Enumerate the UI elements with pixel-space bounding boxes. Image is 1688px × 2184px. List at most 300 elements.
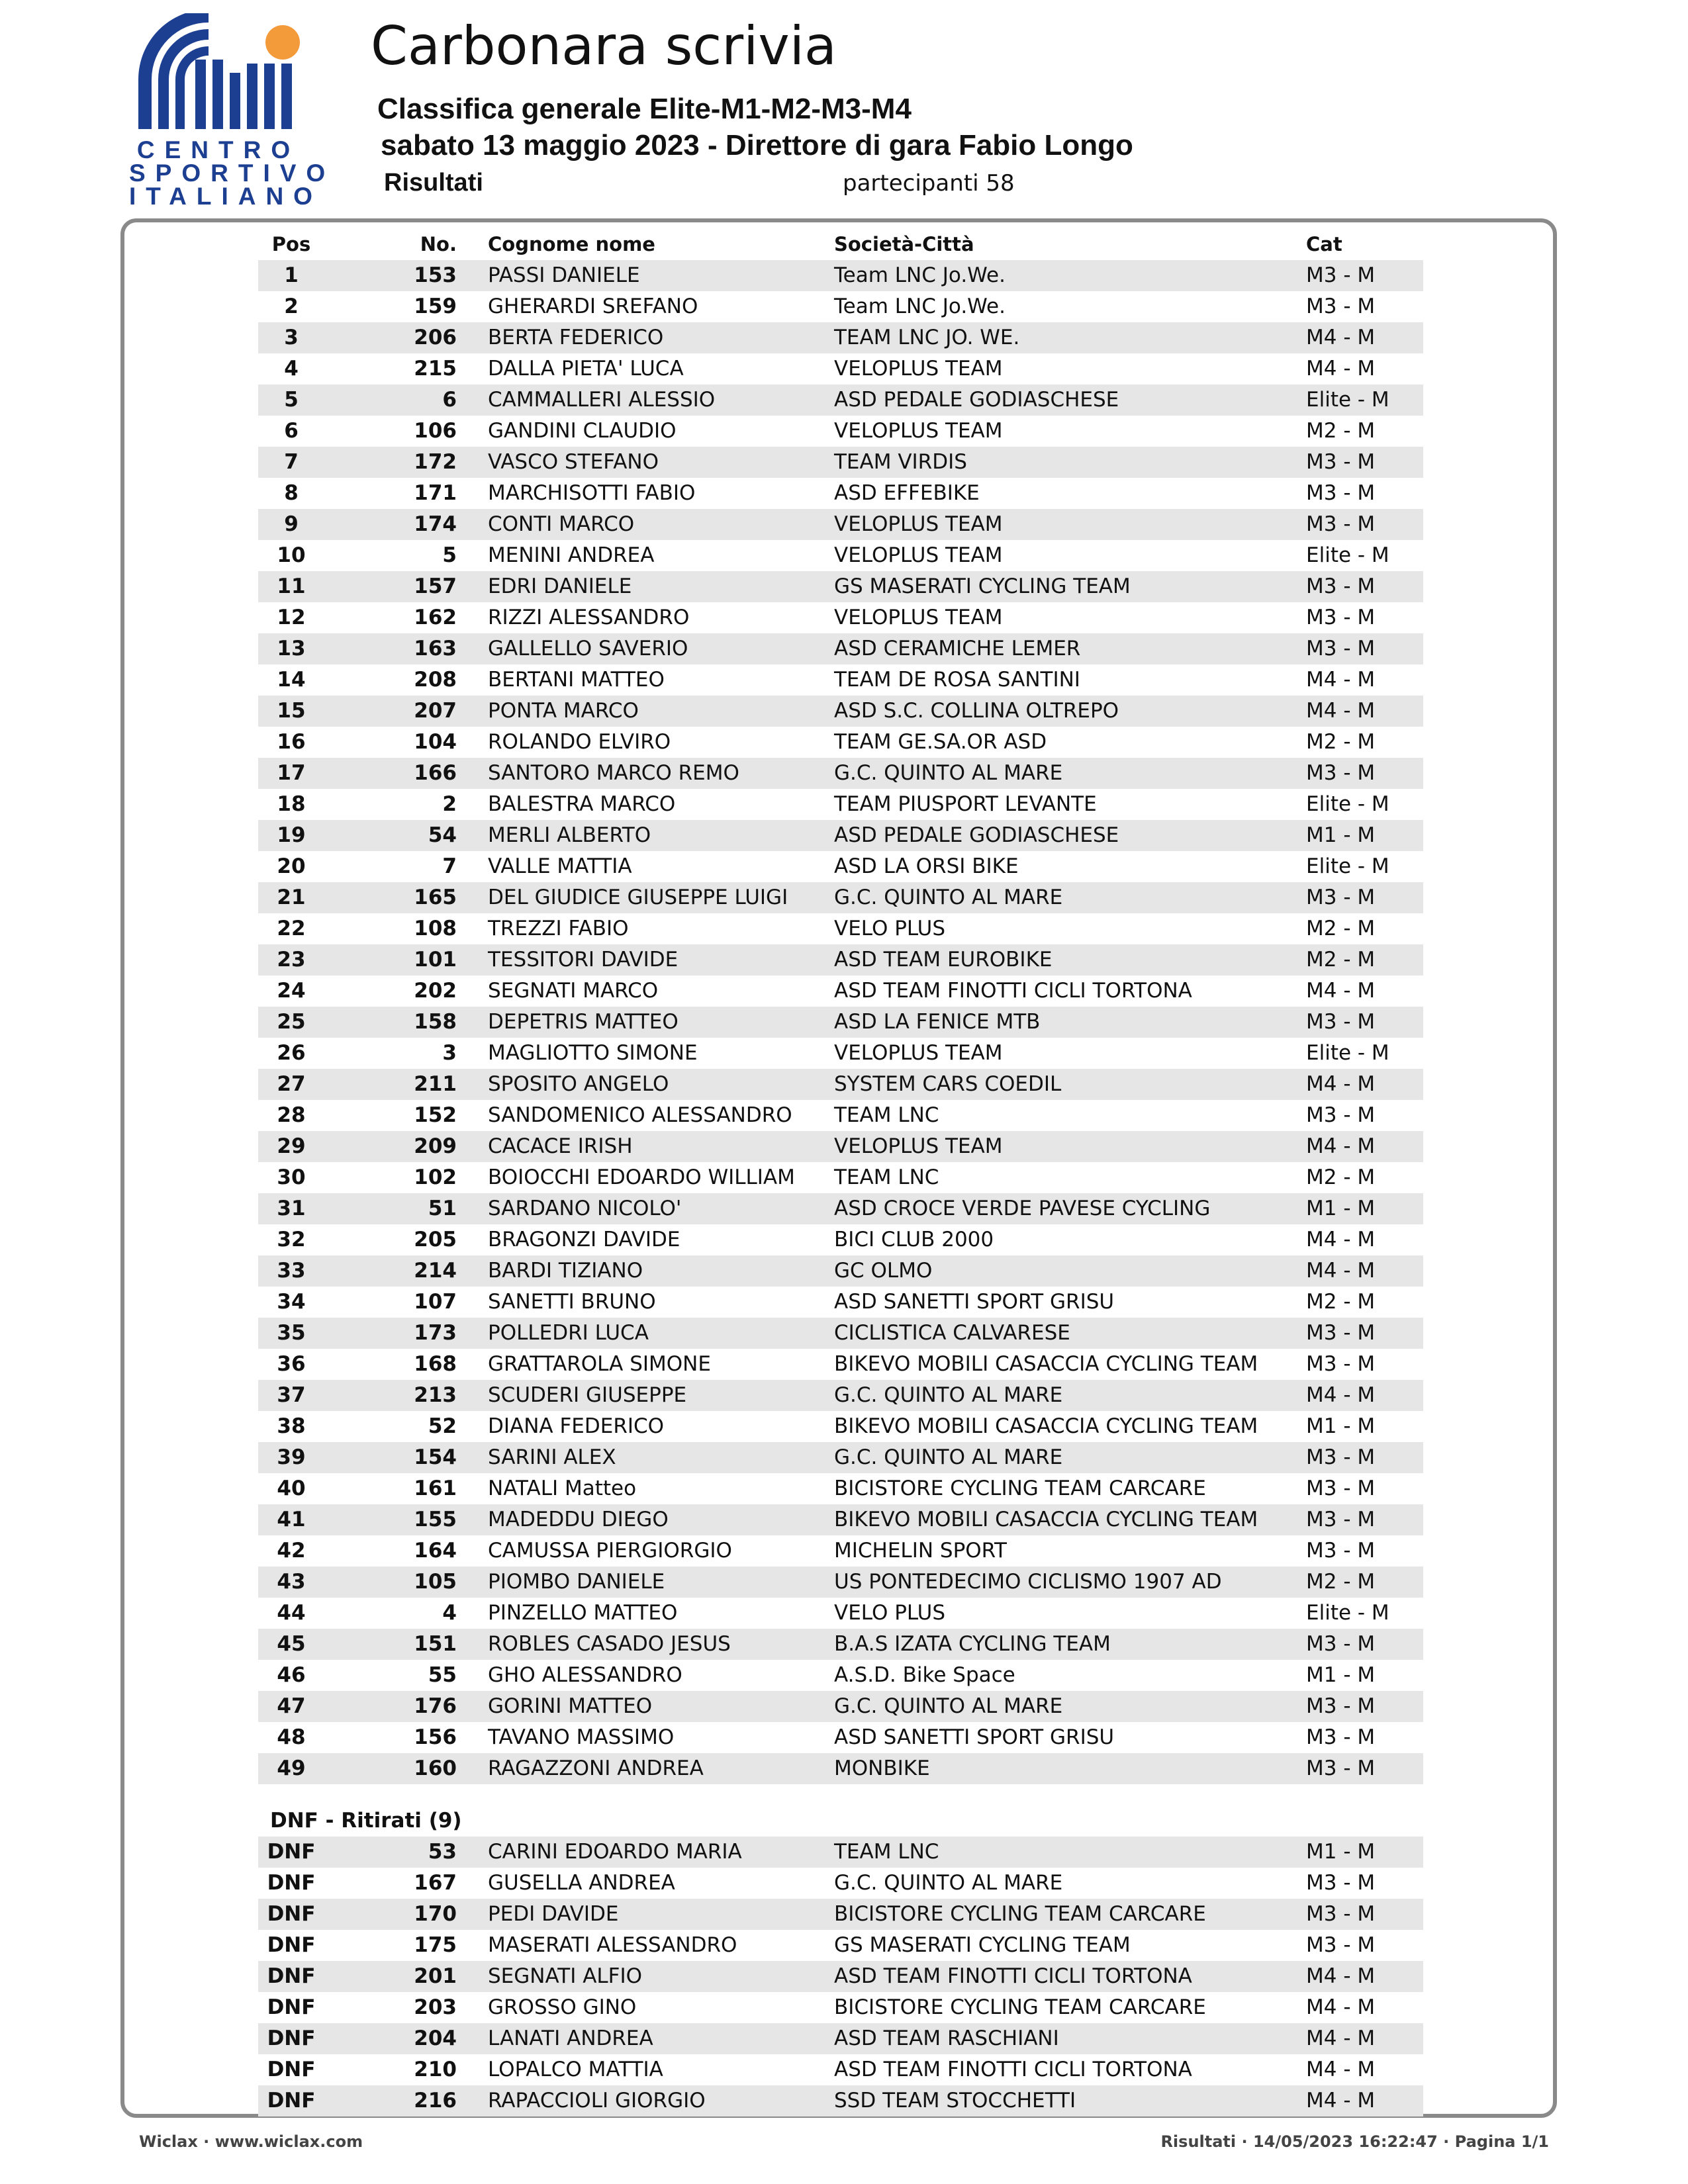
cell-no: 175 (414, 1933, 457, 1957)
cell-cat: M2 - M (1306, 1165, 1376, 1189)
cell-team: BICISTORE CYCLING TEAM CARCARE (834, 1477, 1206, 1500)
cell-cat: M4 - M (1306, 1964, 1376, 1988)
cell-cat: M3 - M (1306, 1539, 1376, 1563)
cell-team: Team LNC Jo.We. (834, 263, 1006, 287)
cell-name: TREZZI FABIO (488, 917, 629, 940)
cell-no: 101 (414, 948, 457, 972)
cell-no: 174 (414, 512, 457, 536)
cell-no: 170 (414, 1902, 457, 1926)
cell-cat: M4 - M (1306, 2058, 1376, 2081)
cell-name: BARDI TIZIANO (488, 1259, 643, 1283)
cell-no: 3 (442, 1041, 457, 1065)
cell-pos: 15 (277, 699, 306, 723)
cell-name: RAGAZZONI ANDREA (488, 1756, 704, 1780)
participants-count: partecipanti 58 (843, 170, 1015, 197)
cell-team: A.S.D. Bike Space (834, 1663, 1015, 1687)
cell-pos: DNF (267, 2026, 316, 2050)
cell-team: GS MASERATI CYCLING TEAM (834, 574, 1131, 598)
cell-pos: 1 (284, 263, 299, 287)
cell-team: ASD EFFEBIKE (834, 481, 980, 505)
cell-team: TEAM GE.SA.OR ASD (834, 730, 1047, 754)
cell-team: G.C. QUINTO AL MARE (834, 761, 1063, 785)
cell-cat: M3 - M (1306, 1477, 1376, 1500)
cell-team: G.C. QUINTO AL MARE (834, 1445, 1063, 1469)
header-team: Società-Città (834, 233, 974, 255)
table-row (258, 571, 1423, 602)
cell-no: 155 (414, 1508, 457, 1531)
cell-team: ASD CERAMICHE LEMER (834, 637, 1081, 660)
cell-name: SEGNATI MARCO (488, 979, 659, 1003)
cell-cat: M4 - M (1306, 2026, 1376, 2050)
cell-team: MICHELIN SPORT (834, 1539, 1007, 1563)
cell-no: 160 (414, 1756, 457, 1780)
table-row (258, 385, 1423, 416)
cell-cat: M3 - M (1306, 637, 1376, 660)
cell-pos: 16 (277, 730, 306, 754)
cell-cat: M2 - M (1306, 948, 1376, 972)
cell-name: LOPALCO MATTIA (488, 2058, 663, 2081)
table-row (258, 1162, 1423, 1193)
cell-cat: M3 - M (1306, 1508, 1376, 1531)
cell-cat: M3 - M (1306, 574, 1376, 598)
dnf-row (258, 2023, 1423, 2054)
table-row (258, 1442, 1423, 1473)
cell-cat: M4 - M (1306, 1995, 1376, 2019)
table-row (258, 1100, 1423, 1131)
table-row (258, 1224, 1423, 1255)
cell-name: GUSELLA ANDREA (488, 1871, 675, 1895)
dnf-row (258, 1899, 1423, 1930)
table-row (258, 1069, 1423, 1100)
cell-name: BALESTRA MARCO (488, 792, 676, 816)
cell-pos: 36 (277, 1352, 306, 1376)
cell-name: BERTANI MATTEO (488, 668, 665, 692)
cell-team: VELOPLUS TEAM (834, 512, 1003, 536)
cell-pos: 20 (277, 854, 306, 878)
cell-cat: M3 - M (1306, 761, 1376, 785)
cell-cat: M1 - M (1306, 1414, 1376, 1438)
table-row (258, 944, 1423, 976)
cell-name: SARINI ALEX (488, 1445, 616, 1469)
cell-name: VASCO STEFANO (488, 450, 659, 474)
cell-team: GC OLMO (834, 1259, 933, 1283)
header-cat: Cat (1306, 233, 1342, 255)
cell-team: BICISTORE CYCLING TEAM CARCARE (834, 1902, 1206, 1926)
cell-team: GS MASERATI CYCLING TEAM (834, 1933, 1131, 1957)
cell-no: 202 (414, 979, 457, 1003)
dnf-row (258, 1992, 1423, 2023)
cell-pos: DNF (267, 2089, 316, 2113)
dnf-row (258, 2054, 1423, 2085)
table-row (258, 1349, 1423, 1380)
cell-pos: 45 (277, 1632, 306, 1656)
cell-team: ASD S.C. COLLINA OLTREPO (834, 699, 1119, 723)
cell-team: ASD SANETTI SPORT GRISU (834, 1290, 1115, 1314)
cell-pos: 27 (277, 1072, 306, 1096)
cell-no: 5 (442, 543, 457, 567)
cell-pos: 37 (277, 1383, 306, 1407)
cell-team: G.C. QUINTO AL MARE (834, 1383, 1063, 1407)
cell-team: VELOPLUS TEAM (834, 1134, 1003, 1158)
cell-team: BIKEVO MOBILI CASACCIA CYCLING TEAM (834, 1352, 1258, 1376)
cell-pos: DNF (267, 1964, 316, 1988)
header-name: Cognome nome (488, 233, 655, 255)
cell-name: GANDINI CLAUDIO (488, 419, 677, 443)
table-row (258, 1287, 1423, 1318)
cell-no: 161 (414, 1477, 457, 1500)
cell-name: GORINI MATTEO (488, 1694, 653, 1718)
cell-no: 104 (414, 730, 457, 754)
cell-no: 208 (414, 668, 457, 692)
cell-cat: Elite - M (1306, 1601, 1389, 1625)
cell-name: MASERATI ALESSANDRO (488, 1933, 737, 1957)
cell-pos: DNF (267, 2058, 316, 2081)
cell-cat: M3 - M (1306, 1725, 1376, 1749)
cell-cat: M3 - M (1306, 1632, 1376, 1656)
cell-name: GALLELLO SAVERIO (488, 637, 688, 660)
table-row (258, 1722, 1423, 1753)
cell-pos: DNF (267, 1995, 316, 2019)
table-row (258, 1411, 1423, 1442)
cell-cat: M2 - M (1306, 1290, 1376, 1314)
page-subtitle: Classifica generale Elite-M1-M2-M3-M4 (377, 93, 912, 125)
cell-no: 201 (414, 1964, 457, 1988)
table-row (258, 976, 1423, 1007)
cell-pos: 13 (277, 637, 306, 660)
cell-pos: 49 (277, 1756, 306, 1780)
cell-no: 7 (442, 854, 457, 878)
cell-cat: M2 - M (1306, 917, 1376, 940)
cell-pos: 10 (277, 543, 306, 567)
cell-name: CONTI MARCO (488, 512, 635, 536)
cell-cat: M1 - M (1306, 1663, 1376, 1687)
cell-cat: M3 - M (1306, 1103, 1376, 1127)
cell-pos: DNF (267, 1871, 316, 1895)
cell-team: VELOPLUS TEAM (834, 543, 1003, 567)
cell-team: TEAM LNC (834, 1840, 939, 1864)
cell-team: BIKEVO MOBILI CASACCIA CYCLING TEAM (834, 1414, 1258, 1438)
cell-pos: 12 (277, 606, 306, 629)
table-row (258, 353, 1423, 385)
table-row (258, 727, 1423, 758)
dnf-row (258, 2085, 1423, 2116)
cell-no: 206 (414, 326, 457, 349)
cell-team: ASD SANETTI SPORT GRISU (834, 1725, 1115, 1749)
cell-name: MENINI ANDREA (488, 543, 655, 567)
cell-cat: M3 - M (1306, 450, 1376, 474)
page-title: Carbonara scrivia (371, 15, 837, 77)
results-table (258, 229, 1423, 2116)
cell-pos: 33 (277, 1259, 306, 1283)
cell-name: MARCHISOTTI FABIO (488, 481, 696, 505)
cell-cat: M3 - M (1306, 512, 1376, 536)
cell-name: GHO ALESSANDRO (488, 1663, 682, 1687)
cell-pos: 48 (277, 1725, 306, 1749)
cell-pos: 24 (277, 979, 306, 1003)
table-row (258, 1131, 1423, 1162)
cell-team: ASD TEAM FINOTTI CICLI TORTONA (834, 979, 1192, 1003)
cell-no: 163 (414, 637, 457, 660)
cell-pos: 28 (277, 1103, 306, 1127)
cell-cat: M4 - M (1306, 2089, 1376, 2113)
cell-pos: 38 (277, 1414, 306, 1438)
cell-cat: M3 - M (1306, 1352, 1376, 1376)
cell-cat: M1 - M (1306, 1197, 1376, 1220)
cell-pos: 23 (277, 948, 306, 972)
logo-text-line-1: CENTRO (136, 136, 301, 163)
cell-name: PONTA MARCO (488, 699, 639, 723)
cell-team: CICLISTICA CALVARESE (834, 1321, 1070, 1345)
section-label: Risultati (384, 169, 483, 197)
cell-cat: M3 - M (1306, 1902, 1376, 1926)
cell-cat: M2 - M (1306, 730, 1376, 754)
cell-no: 2 (442, 792, 457, 816)
table-row (258, 1380, 1423, 1411)
cell-name: RAPACCIOLI GIORGIO (488, 2089, 706, 2113)
table-row (258, 509, 1423, 540)
cell-cat: M4 - M (1306, 1134, 1376, 1158)
cell-no: 108 (414, 917, 457, 940)
cell-cat: M4 - M (1306, 1228, 1376, 1251)
table-row (258, 1473, 1423, 1504)
cell-pos: 40 (277, 1477, 306, 1500)
cell-pos: 7 (284, 450, 299, 474)
cell-no: 151 (414, 1632, 457, 1656)
cell-cat: Elite - M (1306, 543, 1389, 567)
cell-cat: M3 - M (1306, 295, 1376, 318)
table-row (258, 789, 1423, 820)
cell-name: LANATI ANDREA (488, 2026, 653, 2050)
cell-name: TESSITORI DAVIDE (488, 948, 679, 972)
cell-name: DIANA FEDERICO (488, 1414, 665, 1438)
cell-team: VELOPLUS TEAM (834, 357, 1003, 381)
cell-team: Team LNC Jo.We. (834, 295, 1006, 318)
cell-team: SYSTEM CARS COEDIL (834, 1072, 1062, 1096)
cell-team: ASD TEAM RASCHIANI (834, 2026, 1059, 2050)
cell-cat: M3 - M (1306, 263, 1376, 287)
cell-pos: DNF (267, 1933, 316, 1957)
cell-no: 153 (414, 263, 457, 287)
table-row (258, 1691, 1423, 1722)
cell-cat: M4 - M (1306, 1072, 1376, 1096)
dnf-section-title: DNF - Ritirati (9) (270, 1809, 462, 1833)
cell-team: US PONTEDECIMO CICLISMO 1907 AD (834, 1570, 1222, 1594)
cell-no: 214 (414, 1259, 457, 1283)
cell-name: GROSSO GINO (488, 1995, 637, 2019)
table-row (258, 820, 1423, 851)
cell-name: GRATTAROLA SIMONE (488, 1352, 711, 1376)
cell-no: 52 (428, 1414, 457, 1438)
table-row (258, 664, 1423, 696)
table-row (258, 540, 1423, 571)
cell-pos: 6 (284, 419, 299, 443)
cell-pos: 41 (277, 1508, 306, 1531)
cell-no: 167 (414, 1871, 457, 1895)
table-row (258, 1660, 1423, 1691)
table-row (258, 882, 1423, 913)
cell-team: ASD LA FENICE MTB (834, 1010, 1041, 1034)
cell-name: ROBLES CASADO JESUS (488, 1632, 731, 1656)
cell-team: BICI CLUB 2000 (834, 1228, 994, 1251)
cell-team: VELOPLUS TEAM (834, 419, 1003, 443)
cell-no: 203 (414, 1995, 457, 2019)
cell-pos: 11 (277, 574, 306, 598)
cell-name: SANTORO MARCO REMO (488, 761, 739, 785)
cell-name: PINZELLO MATTEO (488, 1601, 678, 1625)
cell-pos: 3 (284, 326, 299, 349)
cell-no: 172 (414, 450, 457, 474)
cell-team: G.C. QUINTO AL MARE (834, 1694, 1063, 1718)
cell-cat: M3 - M (1306, 1445, 1376, 1469)
table-row (258, 1504, 1423, 1535)
logo-text-line-3: ITALIANO (129, 183, 322, 210)
table-row (258, 1255, 1423, 1287)
cell-pos: 5 (284, 388, 299, 412)
table-header-row (258, 229, 1423, 260)
cell-name: SANETTI BRUNO (488, 1290, 656, 1314)
logo-text-line-2: SPORTIVO (129, 159, 336, 187)
cell-pos: 22 (277, 917, 306, 940)
cell-team: ASD LA ORSI BIKE (834, 854, 1019, 878)
cell-no: 54 (428, 823, 457, 847)
cell-name: GHERARDI SREFANO (488, 295, 698, 318)
table-row (258, 1318, 1423, 1349)
cell-pos: 2 (284, 295, 299, 318)
cell-no: 211 (414, 1072, 457, 1096)
cell-no: 157 (414, 574, 457, 598)
cell-name: BERTA FEDERICO (488, 326, 664, 349)
cell-name: MERLI ALBERTO (488, 823, 651, 847)
cell-cat: M3 - M (1306, 1321, 1376, 1345)
cell-pos: 18 (277, 792, 306, 816)
cell-no: 176 (414, 1694, 457, 1718)
cell-team: G.C. QUINTO AL MARE (834, 1871, 1063, 1895)
cell-pos: 21 (277, 886, 306, 909)
cell-cat: M1 - M (1306, 823, 1376, 847)
table-row (258, 291, 1423, 322)
table-row (258, 758, 1423, 789)
cell-no: 171 (414, 481, 457, 505)
cell-name: MAGLIOTTO SIMONE (488, 1041, 698, 1065)
cell-no: 156 (414, 1725, 457, 1749)
cell-pos: DNF (267, 1902, 316, 1926)
cell-no: 173 (414, 1321, 457, 1345)
csi-logo-mark (138, 13, 292, 129)
cell-pos: 9 (284, 512, 299, 536)
cell-no: 159 (414, 295, 457, 318)
cell-name: CAMUSSA PIERGIORGIO (488, 1539, 732, 1563)
cell-cat: M1 - M (1306, 1840, 1376, 1864)
cell-team: VELOPLUS TEAM (834, 606, 1003, 629)
dnf-row (258, 1837, 1423, 1868)
csi-logo-ball (265, 25, 300, 60)
cell-name: CAMMALLERI ALESSIO (488, 388, 716, 412)
cell-name: POLLEDRI LUCA (488, 1321, 649, 1345)
cell-cat: Elite - M (1306, 854, 1389, 878)
cell-name: SCUDERI GIUSEPPE (488, 1383, 687, 1407)
table-row (258, 447, 1423, 478)
cell-team: VELOPLUS TEAM (834, 1041, 1003, 1065)
cell-pos: 14 (277, 668, 306, 692)
cell-pos: 25 (277, 1010, 306, 1034)
cell-cat: Elite - M (1306, 792, 1389, 816)
cell-name: CACACE IRISH (488, 1134, 633, 1158)
cell-team: ASD TEAM FINOTTI CICLI TORTONA (834, 2058, 1192, 2081)
table-row (258, 1007, 1423, 1038)
cell-no: 6 (442, 388, 457, 412)
cell-pos: 44 (277, 1601, 306, 1625)
cell-no: 51 (428, 1197, 457, 1220)
cell-name: BOIOCCHI EDOARDO WILLIAM (488, 1165, 795, 1189)
header-no: No. (420, 233, 457, 255)
cell-cat: M4 - M (1306, 326, 1376, 349)
cell-team: TEAM LNC JO. WE. (834, 326, 1020, 349)
cell-name: PASSI DANIELE (488, 263, 640, 287)
cell-pos: 8 (284, 481, 299, 505)
table-row (258, 322, 1423, 353)
table-row (258, 851, 1423, 882)
cell-team: ASD PEDALE GODIASCHESE (834, 823, 1119, 847)
cell-cat: M4 - M (1306, 357, 1376, 381)
cell-cat: M2 - M (1306, 1570, 1376, 1594)
cell-pos: 35 (277, 1321, 306, 1345)
cell-name: PIOMBO DANIELE (488, 1570, 665, 1594)
cell-team: ASD TEAM EUROBIKE (834, 948, 1053, 972)
cell-no: 158 (414, 1010, 457, 1034)
cell-pos: 42 (277, 1539, 306, 1563)
table-row (258, 1598, 1423, 1629)
cell-pos: 30 (277, 1165, 306, 1189)
cell-name: SANDOMENICO ALESSANDRO (488, 1103, 792, 1127)
cell-team: MONBIKE (834, 1756, 930, 1780)
cell-cat: M4 - M (1306, 699, 1376, 723)
cell-name: DEPETRIS MATTEO (488, 1010, 679, 1034)
cell-no: 106 (414, 419, 457, 443)
cell-team: ASD PEDALE GODIASCHESE (834, 388, 1119, 412)
cell-pos: 39 (277, 1445, 306, 1469)
table-row (258, 1753, 1423, 1784)
cell-no: 205 (414, 1228, 457, 1251)
dnf-row (258, 1961, 1423, 1992)
cell-no: 53 (428, 1840, 457, 1864)
cell-team: TEAM LNC (834, 1103, 939, 1127)
dnf-body (258, 1837, 1423, 2116)
cell-pos: 43 (277, 1570, 306, 1594)
dnf-row (258, 1868, 1423, 1899)
cell-name: TAVANO MASSIMO (488, 1725, 675, 1749)
cell-pos: 46 (277, 1663, 306, 1687)
cell-name: SEGNATI ALFIO (488, 1964, 643, 1988)
footer-timestamp: Risultati · 14/05/2023 16:22:47 · Pagina 1/1 (1160, 2132, 1549, 2151)
table-row (258, 1038, 1423, 1069)
cell-pos: 17 (277, 761, 306, 785)
cell-cat: Elite - M (1306, 388, 1389, 412)
cell-team: SSD TEAM STOCCHETTI (834, 2089, 1076, 2113)
cell-no: 102 (414, 1165, 457, 1189)
cell-cat: Elite - M (1306, 1041, 1389, 1065)
cell-cat: M4 - M (1306, 1259, 1376, 1283)
cell-no: 204 (414, 2026, 457, 2050)
cell-cat: M3 - M (1306, 1871, 1376, 1895)
table-row (258, 1193, 1423, 1224)
cell-name: DALLA PIETA' LUCA (488, 357, 684, 381)
cell-no: 164 (414, 1539, 457, 1563)
cell-pos: 4 (284, 357, 299, 381)
cell-cat: M3 - M (1306, 481, 1376, 505)
cell-name: EDRI DANIELE (488, 574, 632, 598)
cell-cat: M3 - M (1306, 1756, 1376, 1780)
cell-pos: 29 (277, 1134, 306, 1158)
